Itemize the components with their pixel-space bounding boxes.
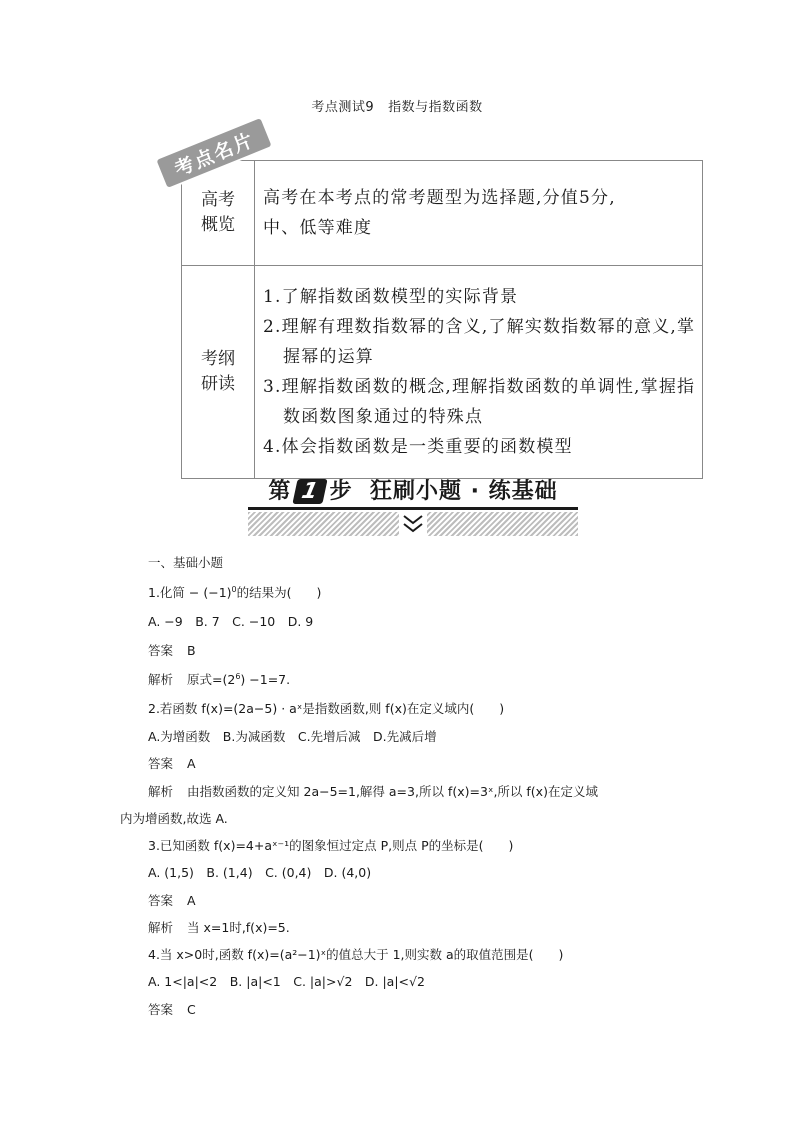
chevron-down-icon [399,512,427,536]
q4-options: A. 1<|a|<2 B. |a|<1 C. |a|>√2 D. |a|<√2 [148,974,425,989]
q2-answer: 答案 A [148,756,196,771]
row-label-syllabus: 考纲 研读 [182,266,255,479]
overview-text: 高考在本考点的常考题型为选择题,分值5分, 中、低等难度 [255,161,703,266]
q1-stem: 1.化简 − $(-1)^0$的结果为( ) [148,584,322,600]
stamp-badge: 考点名片 [156,118,271,188]
q2-analysis: 解析 由指数函数的定义知 2a−5=1,解得 a=3,所以 f(x)=3ˣ,所以 f(x)在定义域 [148,784,598,799]
q2-options: A.为增函数 B.为减函数 C.先增后减 D.先减后增 [148,729,437,744]
q4-stem: 4.当 x>0时,函数 f(x)=(a²−1)ˣ的值总大于 1,则实数 a的取值范围是( ) [148,947,564,962]
q3-stem: 3.已知函数 f(x)=4+aˣ⁻¹的图象恒过定点 P,则点 P的坐标是( ) [148,838,514,853]
q1-answer: 答案 B [148,643,196,658]
q2-stem: 2.若函数 f(x)=(2a−5) · aˣ是指数函数,则 f(x)在定义域内( ) [148,701,505,716]
q1-analysis: 解析 原式$=(2^6) -1=7$. [148,671,291,687]
overview-row [182,161,703,266]
q2-analysis-cont: 内为增函数,故选 A. [120,811,228,826]
q3-answer: 答案 A [148,893,196,908]
banner-underline [248,507,578,510]
syllabus-item: 1.了解指数函数模型的实际背景 [263,287,519,307]
q3-options: A. (1,5) B. (1,4) C. (0,4) D. (4,0) [148,865,372,880]
q1-options: A. −9 B. 7 C. −10 D. 9 [148,614,314,629]
banner-heading: 第 1 步 狂刷小题 · 练基础 [268,479,558,504]
syllabus-item: 2.理解有理数指数幂的含义,了解实数指数幂的意义,掌握幂的运算 [263,317,696,367]
step-banner [248,470,578,538]
step-number-badge: 1 [293,479,329,504]
syllabus-item: 3.理解指数函数的概念,理解指数函数的单调性,掌握指数函数图象通过的特殊点 [263,377,696,427]
q4-answer: 答案 C [148,1002,196,1017]
syllabus-item: 4.体会指数函数是一类重要的函数模型 [263,437,573,457]
syllabus-row [182,266,703,479]
syllabus-list [255,266,703,479]
q3-analysis: 解析 当 x=1时,f(x)=5. [148,920,290,935]
topic-title: 指数与指数函数 [388,100,483,115]
document-title [0,96,794,115]
row-label-overview: 高考 概览 [182,161,255,266]
overview-table [181,160,703,479]
section-title: 一、基础小题 [148,555,224,570]
banner-slogan: 狂刷小题 · 练基础 [369,479,558,504]
test-label: 考点测试9 [311,100,375,115]
